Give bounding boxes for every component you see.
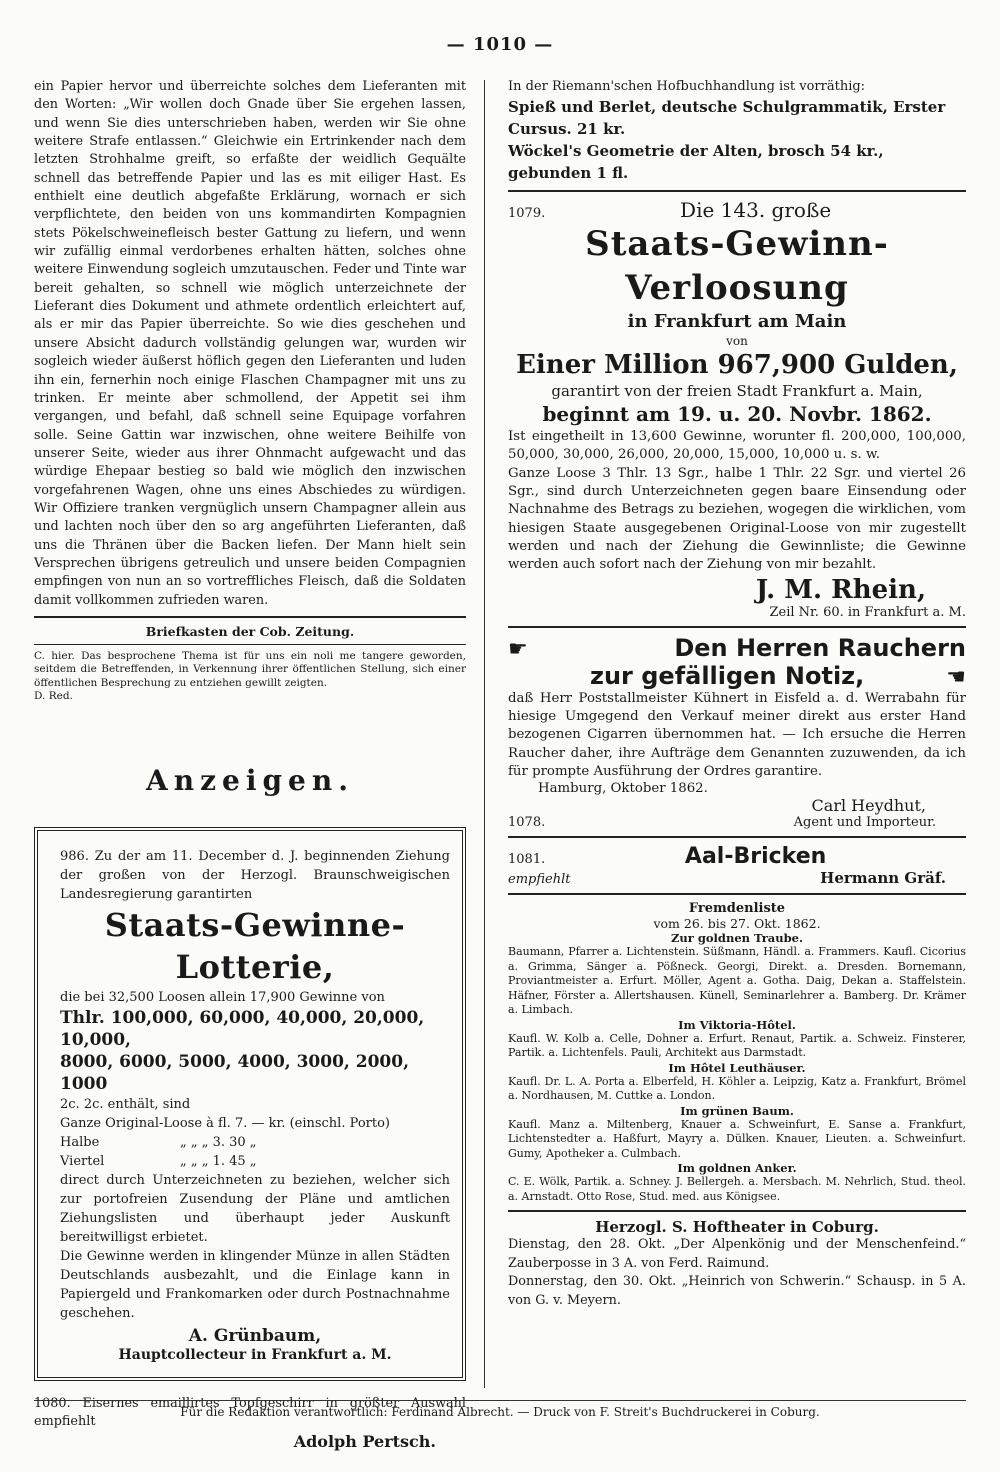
anzeigen-title: Anzeigen. (146, 763, 354, 797)
fremdenliste-title: Fremdenliste (688, 901, 786, 917)
aal-number: 1081. (508, 852, 546, 868)
section-text: Baumann, Pfarrer a. Lichtenstein. Süßmann, Händl. a. Frammers. Kaufl. Cicorius a. Grimma, Sänger a. Pößneck. Georgi, Direkt. a. Dresden. Bornemann, Proviantmeister a. Erfurt. Möller, Agent a. Gotha. Daig, Dekan a. Staffelstein. Häfner, Förster a. Allertshausen. Künell, Seminarlehrer a. Bamberg. Dr. Krämer a. Limbach. (508, 945, 966, 1017)
pointing-hand-icon: ☛ (508, 636, 528, 662)
section-heading: Im Viktoria-Hôtel. (678, 1017, 796, 1032)
verloosung-title: Staats-Gewinn-Verloosung (585, 224, 889, 308)
price-label: Viertel (60, 1153, 105, 1169)
right-column (508, 78, 966, 1310)
raucher-title-row (508, 662, 966, 690)
lotterie-text2: 2c. 2c. enthält, sind (60, 1096, 191, 1112)
price-row (60, 1152, 450, 1171)
lotterie-text4: Die Gewinne werden in klingender Münze in allen Städten Deutschlands ausbezahlt, und die Einlage kann in Papiergeld und Frankomarken oder durch Postnachnahme geschehen. (60, 1248, 450, 1321)
lotterie-ad (34, 827, 466, 1381)
raucher-signature: Carl Heydhut, (811, 796, 926, 816)
raucher-sig-title: Agent und Importeur. (793, 815, 936, 831)
verloosung-city: in Frankfurt am Main (627, 311, 847, 332)
briefkasten-text: C. hier. Das besprochene Thema ist für uns ein noli me tangere geworden, seitdem die Betreffenden, in Verkennung ihrer öffentlichen Stellung, sich einer öffentlichen Besprechung zu entziehen gewillt zeigten. (34, 649, 466, 689)
pointing-hand-icon: ☚ (946, 664, 966, 690)
divider (508, 893, 966, 895)
price-label: Ganze Original-Loose à fl. 7. — kr. (einschl. Porto) (60, 1115, 390, 1131)
price-row (60, 1114, 450, 1133)
divider (34, 616, 466, 618)
raucher-title2: zur gefälligen Notiz, (589, 661, 865, 690)
section-heading: Im Hôtel Leuthäuser. (668, 1060, 806, 1075)
aal-header (508, 844, 966, 869)
section-heading: Im goldnen Anker. (677, 1161, 797, 1176)
lotterie-sig-title: Hauptcollecteur in Frankfurt a. M. (118, 1346, 392, 1363)
theater-title: Herzogl. S. Hoftheater in Coburg. (595, 1218, 879, 1237)
verloosung-signature: J. M. Rhein, (755, 574, 926, 605)
theater-line1: Dienstag, den 28. Okt. „Der Alpenkönig und der Menschenfeind.“ Zauberposse in 3 A. von Ferd. Raimund. (508, 1237, 966, 1271)
raucher-title1: Den Herren Rauchern (674, 633, 966, 662)
verloosung-text2: Ganze Loose 3 Thlr. 13 Sgr., halbe 1 Thlr. 22 Sgr. und viertel 26 Sgr., sind durch Unterzeichneten gegen baare Einsendung oder Nachnahme des Betrags zu beziehen, wogegen die wirklichen, vom hiesigen Staate ausgegebenen Original-Loose von mir zugestellt werden und nach der Ziehung die Gewinnliste; die Gewinne werden auch sofort nach der Ziehung von mir bezahlt. (508, 465, 966, 573)
briefkasten-title: Briefkasten der Cob. Zeitung. (145, 623, 355, 639)
aal-signature: Hermann Gräf. (820, 869, 946, 888)
section-heading: Zur goldnen Traube. (671, 931, 803, 946)
footer-imprint: Für die Redaktion verantwortlich: Ferdinand Albrecht. — Druck von F. Streit's Buchdruckerei in Coburg. (34, 1400, 966, 1419)
story-text: ein Papier hervor und überreichte solches dem Lieferanten mit den Worten: „Wir wollen doch Gnade über Sie ergehen lassen, und wenn Sie dies unterschrieben haben, werden wir Sie ohne weitere Strafe entlassen.“ Gleichwie ein Ertrinkender nach dem letzten Strohhalme greift, so erfaßte der weidlich Gequälte schnell das betreffende Papier und las es mit eiliger Hast. Es enthielt eine deutlich abgefaßte Erklärung, wornach er sich verpflichtete, den beiden von uns kommandirten Kompagnien stets Pökelschweinefleisch bester Gattung zu liefern, und wenn wir zufällig einmal verdorbenes erhalten hätten, solches ohne weitere Einwendung sogleich umzutauschen. Feder und Tinte war bereit gehalten, so schnell wie möglich unterzeichnete der Lieferant dies Dokument und athmete ordentlich erleichtert auf, als er mir das Papier überreichte. So wie dies geschehen und unsere Absicht dadurch vollständig gelungen war, wurden wir sogleich wieder äußerst höflich gegen den Lieferanten und luden ihn ein, fernerhin noch einige Flaschen Champagner mit uns zu trinken. Er meinte aber schmollend, der Appetit sei ihm vergangen, und befahl, daß schnell seine Equipage vorfahren solle. Seine Gattin war inzwischen, ohne weitere Beihilfe von unserer Seite, wieder aus ihrer Ohnmacht aufgewacht und das würdige Ehepaar bestieg so bald wie möglich den inzwischen vorgefahrenen Wagen, ohne uns eines Abschiedes zu würdigen. Wir Offiziere tranken vergnüglich unsern Champagner allein aus und lachten noch über den so arg angeführten Lieferanten, daß uns die Thränen über die Backen liefen. Der Mann hielt sein Versprechen übrigens getreulich und unsere beiden Compagnien empfingen von nun an so vortreffliches Fleisch, daß die Soldaten damit vollkommen zufrieden waren. (34, 79, 466, 608)
raucher-number: 1078. (508, 815, 546, 831)
ad-1080-signature: Adolph Pertsch. (293, 1431, 436, 1451)
riemann-line3: Wöckel's Geometrie der Alten, brosch 54 kr., gebunden 1 fl. (508, 142, 884, 182)
lotterie-intro: 986. Zu der am 11. December d. J. beginnenden Ziehung der großen von der Herzogl. Braunschweigischen Landesregierung garantirten (60, 848, 450, 902)
lotterie-sig-name: A. Grünbaum, (188, 1325, 322, 1346)
divider (34, 644, 466, 645)
aal-empfiehlt: empfiehlt (508, 872, 571, 888)
price-label: Halbe (60, 1134, 100, 1150)
ad-1080-text: 1080. Eisernes emaillirtes Topfgeschirr in größter Auswahl empfiehlt (34, 1395, 466, 1430)
raucher-date: Hamburg, Oktober 1862. (538, 781, 708, 797)
verloosung-number: 1079. (508, 206, 546, 221)
lotterie-text3: direct durch Unterzeichneten zu beziehen, welcher sich zur portofreien Zusendung der Pläne und amtlichen Ziehungslisten und überhaupt jeder Auskunft bereitwilligst erbietet. (60, 1172, 450, 1245)
price-row (60, 1133, 450, 1152)
price-value: „ „ „ 1. 45 „ (180, 1153, 257, 1169)
riemann-line2: Spieß und Berlet, deutsche Schulgrammatik, Erster Cursus. 21 kr. (508, 98, 946, 138)
section-text: Kaufl. W. Kolb a. Celle, Dohner a. Erfurt. Renaut, Partik. a. Schweiz. Finsterer, Partik. a. Lichtenfels. Pauli, Architekt aus Darmstadt. (508, 1031, 966, 1060)
verloosung-million: Einer Million 967,900 Gulden, (516, 350, 958, 380)
fremdenliste-date: vom 26. bis 27. Okt. 1862. (653, 916, 821, 932)
verloosung-header (508, 198, 966, 222)
section-text: Kaufl. Manz a. Miltenberg, Knauer a. Schweinfurt, E. Sanse a. Frankfurt, Lichtenstedter a. Haßfurt, Mayry a. Dülken. Knauer, Lieuten. a. Schweinfurt. Gumy, Apotheker a. Culmbach. (508, 1117, 966, 1160)
verloosung-von: von (726, 334, 748, 348)
section-text: C. E. Wölk, Partik. a. Schney. J. Bellergeh. a. Mersbach. M. Nehrlich, Stud. theol. a. Arnstadt. Otto Rose, Stud. med. aus Königsee. (508, 1175, 966, 1203)
theater-line2: Donnerstag, den 30. Okt. „Heinrich von Schwerin.“ Schausp. in 5 A. von G. v. Meyern. (508, 1274, 966, 1308)
divider (508, 626, 966, 628)
briefkasten-signature: D. Red. (34, 690, 73, 703)
lotterie-title: Staats-Gewinne-Lotterie, (104, 905, 406, 986)
column-divider (484, 80, 485, 1388)
riemann-line1: In der Riemann'schen Hofbuchhandlung ist vorräthig: (508, 79, 866, 94)
left-column (34, 78, 466, 1451)
aal-title: Aal-Bricken (684, 844, 827, 870)
price-value: „ „ „ 3. 30 „ (180, 1134, 257, 1150)
verloosung-garantirt: garantirt von der freien Stadt Frankfurt a. Main, (551, 382, 923, 400)
raucher-text: daß Herr Poststallmeister Kühnert in Eisfeld a. d. Werrabahn für hiesige Umgegend den Verkauf meiner direkt aus erster Hand bezogenen Cigarren übernommen hat. — Ich ersuche die Herren Raucher daher, ihre Aufträge dem Genannten zuzuwenden, da ich für prompte Ausführung der Ordres garantire. (508, 690, 966, 780)
divider (508, 1210, 966, 1212)
verloosung-text1: Ist eingetheilt in 13,600 Gewinne, worunter fl. 200,000, 100,000, 50,000, 30,000, 26,000, 20,000, 15,000, 10,000 u. s. w. (508, 429, 966, 463)
divider (508, 190, 966, 192)
verloosung-pre: Die 143. große (680, 198, 832, 222)
lotterie-text1: die bei 32,500 Loosen allein 17,900 Gewinne von (60, 989, 385, 1005)
section-heading: Im grünen Baum. (680, 1103, 794, 1118)
aal-footer (508, 869, 966, 887)
verloosung-beginnt: beginnt am 19. u. 20. Novbr. 1862. (542, 402, 932, 426)
verloosung-address: Zeil Nr. 60. in Frankfurt a. M. (769, 604, 966, 620)
raucher-footer (508, 815, 966, 830)
lotterie-amounts2: 8000, 6000, 5000, 4000, 3000, 2000, 1000 (60, 1051, 409, 1094)
raucher-title-row (508, 634, 966, 662)
divider (508, 836, 966, 838)
section-text: Kaufl. Dr. L. A. Porta a. Elberfeld, H. Köhler a. Leipzig, Katz a. Frankfurt, Brömel a. Nordhausen, M. Cuttke a. London. (508, 1074, 966, 1103)
lotterie-amounts1: Thlr. 100,000, 60,000, 40,000, 20,000, 10,000, (60, 1007, 425, 1050)
page-number: — 1010 — (446, 34, 554, 55)
